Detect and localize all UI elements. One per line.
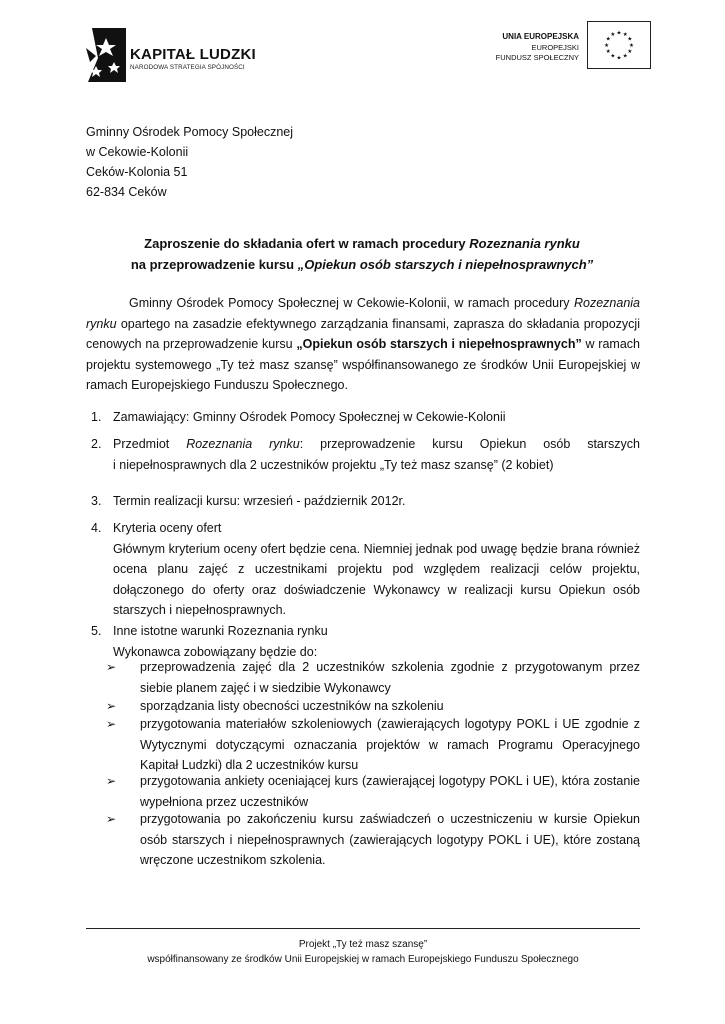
item-2-part-b: Rozeznania rynku [186,437,300,451]
eu-logo-text [496,32,579,64]
bullet-item-5 [106,809,640,871]
bullet-text: przygotowania materiałów szkoleniowych (zawierających logotypy POKL i UE zgodnie z Wytycznymi dotyczącymi oznaczania projektów w ramach Programu Operacyjnego Kapitał Ludzki) dla 2 uczestników kursu [140,717,640,772]
bullet-item-3 [106,714,640,776]
eu-flag-icon [587,21,651,69]
intro-part-3: opartego na zasadzie efektywnego zarządzania finansami, zaprasza do składania propozycji cenowych na przeprowadzenie kursu [86,316,640,351]
title-line-2-italic: „Opiekun osób starszych i niepełnosprawnych” [297,256,594,272]
arrow-bullet-icon: ➢ [106,660,117,674]
list-item-2 [86,434,640,475]
bullet-text: przygotowania po zakończeniu kursu zaświadczeń o uczestniczeniu w kursie Opiekun osób starszych i niepełnosprawnych (zawierających logotypy POKL i UE), które zostaną wręczone uczestnikom szkolenia. [140,812,640,867]
svg-text:★: ★ [622,32,628,39]
title-line-1-text: Zaproszenie do składania ofert w ramach procedury [144,236,470,251]
list-item-text: Termin realizacji kursu: wrzesień - październik 2012r. [113,494,406,508]
address-line-2: w Cekowie-Kolonii [86,145,189,159]
footer [86,937,640,967]
item-4-text: Głównym kryterium oceny ofert będzie cena. Niemniej jednak pod uwagę będzie brana również ocena planu zajęć z uczestnikami projektu pod względem realizacji celów projektu, dołączonego do oferty oraz doświadczenie Wykonawcy w realizacji kursu Opiekun osób starszych i niepełnosprawnych. [113,541,640,617]
kapital-ludzki-title: KAPITAŁ LUDZKI [130,46,256,63]
svg-text:★: ★ [627,49,633,56]
footer-divider [86,928,640,929]
list-item-3 [86,491,640,512]
intro-part-2: Rozeznania rynku [86,296,640,331]
svg-text:★: ★ [610,32,616,39]
list-item-line-1 [113,434,640,455]
eu-line-2: EUROPEJSKI [531,42,579,52]
item-5-subheading: Wykonawca zobowiązany będzie do: [113,644,318,659]
bullet-item-1 [106,657,640,698]
arrow-bullet-icon: ➢ [106,774,117,788]
kapital-ludzki-subtitle: NARODOWA STRATEGIA SPÓJNOŚCI [130,64,245,71]
intro-part-1: Gminny Ośrodek Pomocy Społecznej w Cekowie-Kolonii, w ramach procedury [129,296,574,310]
eu-line-3: FUNDUSZ SPOŁECZNY [495,53,579,62]
list-number: 4. [91,521,102,535]
svg-text:★: ★ [610,53,616,60]
item-2-part-d: i niepełnosprawnych dla 2 uczestników projektu „Ty też masz szansę” (2 kobiet) [113,457,554,472]
arrow-bullet-icon: ➢ [106,812,117,826]
svg-text:★: ★ [628,42,635,49]
svg-text:★: ★ [605,36,611,43]
svg-text:★: ★ [616,55,622,62]
svg-text:★: ★ [603,42,610,49]
bullet-item-4 [106,771,640,812]
kapital-ludzki-logo [86,28,266,84]
title-line-2-text: na przeprowadzenie kursu [130,256,298,272]
list-number: 5. [91,624,102,638]
list-item-1 [86,407,640,428]
intro-part-4: „Opiekun osób starszych i niepełnosprawnych” [296,337,582,351]
arrow-bullet-icon: ➢ [106,717,117,731]
item-2-part-c: : przeprowadzenie kursu Opiekun osób starszych [299,437,641,451]
svg-text:★: ★ [605,49,611,56]
item-2-part-a: Przedmiot [113,437,187,451]
svg-text:★: ★ [616,30,622,37]
bullet-text: przygotowania ankiety oceniającej kurs (zawierającej logotypy POKL i UE), która zostanie wypełniona przez uczestników [140,774,640,809]
list-item-5 [86,621,640,662]
address-line-4: 62-834 Ceków [86,185,167,199]
footer-line-1: Projekt „Ty też masz szansę” [298,939,428,950]
eu-line-1: UNIA EUROPEJSKA [502,32,579,41]
address-line-1: Gminny Ośrodek Pomocy Społecznej [86,125,294,139]
recipient-address [86,122,293,202]
svg-text:★: ★ [627,36,633,43]
kapital-ludzki-emblem-icon [86,28,126,82]
list-item-text: Zamawiający: Gminny Ośrodek Pomocy Społecznej w Cekowie-Kolonii [113,410,506,424]
svg-text:★: ★ [622,53,628,60]
bullet-text: sporządzania listy obecności uczestników na szkoleniu [140,699,444,713]
arrow-bullet-icon: ➢ [106,699,117,713]
intro-paragraph [86,293,640,396]
list-number: 1. [91,410,102,424]
list-number: 2. [91,437,102,451]
intro-part-5: w ramach projektu systemowego „Ty też masz szansę” współfinansowanego ze środków Unii Europejskiej w ramach Europejskiego Funduszu Społecznego. [86,337,640,392]
item-4-heading: Kryteria oceny ofert [113,521,222,535]
title-line-1-italic: Rozeznania rynku [469,236,580,251]
address-line-3: Ceków-Kolonia 51 [86,165,188,179]
list-item-4 [86,518,640,621]
footer-line-2: współfinansowany ze środków Unii Europejskiej w ramach Europejskiego Funduszu Społecznego [147,954,579,965]
list-number: 3. [91,494,102,508]
bullet-text: przeprowadzenia zajęć dla 2 uczestników szkolenia zgodnie z przygotowanym przez siebie planem zajęć i w siedzibie Wykonawcy [140,660,640,695]
item-5-heading: Inne istotne warunki Rozeznania rynku [113,624,328,638]
document-title [86,234,638,275]
